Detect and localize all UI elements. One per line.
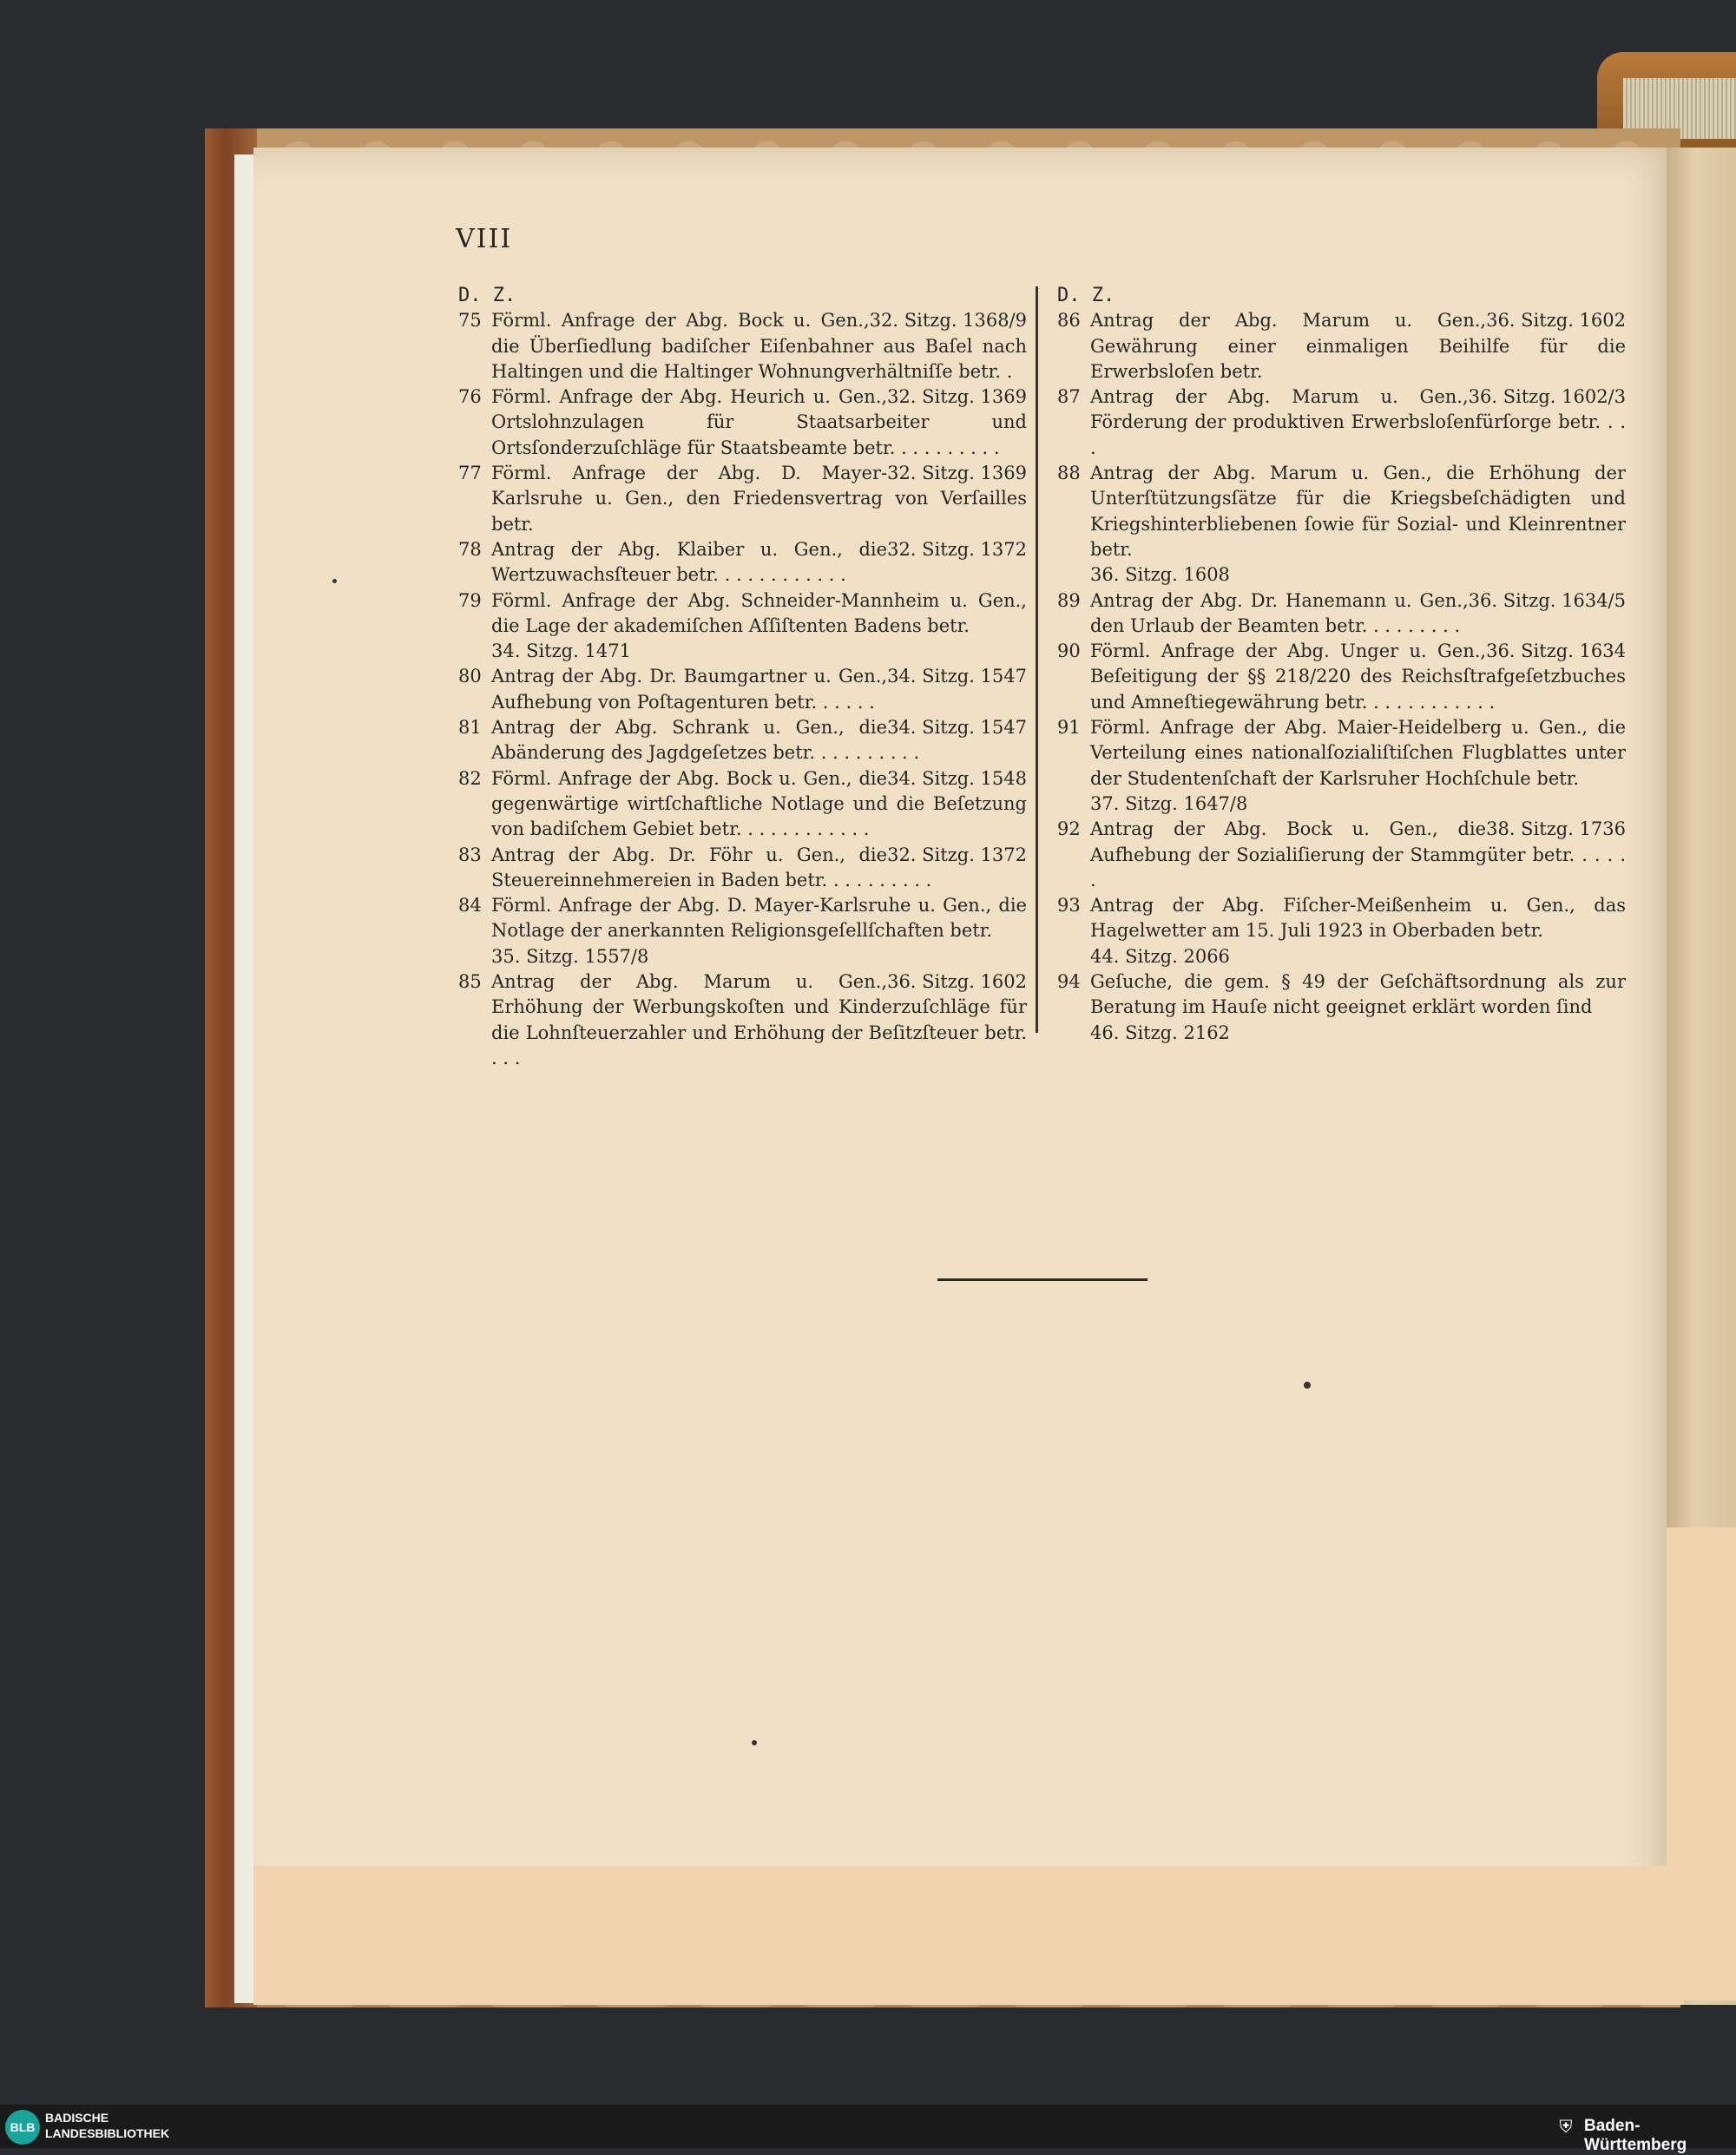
entry-number: 89: [1057, 589, 1081, 611]
index-column-right: [1057, 283, 1626, 1046]
entry-text: Förml. Anfrage der Abg. Bock u. Gen., die gegenwärtige wirtſchaftliche Notlage und die Beſetzung von badiſchem Gebiet betr. . . . . . . . . . . .: [491, 767, 1027, 840]
entry-number: 78: [458, 538, 482, 560]
ink-speck: [752, 1740, 757, 1745]
index-entry: [1057, 384, 1626, 461]
session-reference: 34. Sitzg. 1547: [887, 717, 1027, 739]
entry-text: Antrag der Abg. Dr. Baumgartner u. Gen., Aufhebung von Poſtagenturen betr. . . . . .: [491, 666, 888, 713]
entry-text: Antrag der Abg. Marum u. Gen., Förderung der produktiven Erwerbsloſenfürſorge betr. . . .: [1090, 386, 1626, 458]
entry-number: 91: [1057, 717, 1081, 739]
state-name[interactable]: Baden-Württemberg: [1584, 2117, 1687, 2154]
entry-text: Förml. Anfrage der Abg. Unger u. Gen., Beſeitigung der §§ 218/220 des Reichsſtrafgeſetzbuches und Amneſtiegewährung betr. . . . . . . . . . . .: [1090, 641, 1626, 713]
page-number: VIII: [456, 224, 513, 254]
index-entry: [458, 537, 1027, 588]
column-header: D. Z.: [1057, 285, 1115, 306]
entry-number: 83: [458, 844, 482, 865]
entry-text: Förml. Anfrage der Abg. D. Mayer-Karlsruhe u. Gen., die Notlage der anerkannten Religionsgeſellſchaften betr.: [491, 895, 1027, 942]
index-entry: [458, 715, 1027, 766]
entry-text: Geſuche, die gem. § 49 der Geſchäftsordnung als zur Beratung im Hauſe nicht geeignet erklärt worden ſind: [1090, 971, 1626, 1018]
session-reference: 32. Sitzg. 1372: [887, 844, 1027, 865]
footer-bar: [0, 2105, 1736, 2154]
index-column-left: [458, 283, 1027, 1071]
entry-number: 79: [458, 589, 482, 611]
session-reference: 35. Sitzg. 1557/8: [491, 945, 649, 967]
session-reference: 36. Sitzg. 1608: [1090, 564, 1230, 586]
index-entry: [1057, 817, 1626, 893]
column-header: D. Z.: [458, 285, 516, 306]
entry-number: 77: [458, 463, 482, 484]
entry-text: Antrag der Abg. Dr. Hanemann u. Gen., den Urlaub der Beamten betr. . . . . . . . .: [1090, 589, 1469, 636]
index-entry: [1057, 639, 1626, 715]
session-reference: 36. Sitzg. 1634: [1486, 641, 1626, 662]
entry-text: Antrag der Abg. Marum u. Gen., Erhöhung der Werbungskoſten und Kinderzuſchläge für die Lohnſteuerzahler und Erhöhung der Beſitzſteuer betr. . . .: [491, 971, 1027, 1068]
index-entry: [1057, 969, 1626, 1046]
entry-number: 85: [458, 971, 482, 993]
session-reference: 32. Sitzg. 1369: [887, 463, 1027, 484]
session-reference: 37. Sitzg. 1647/8: [1090, 792, 1248, 814]
flyleaf: [234, 154, 253, 2003]
index-entry: [458, 766, 1027, 843]
coat-of-arms-icon: ⛨: [1559, 2116, 1573, 2137]
library-name-line2: LANDESBIBLIOTHEK: [45, 2126, 170, 2140]
entry-text: Antrag der Abg. Dr. Föhr u. Gen., die Steuereinnehmereien in Baden betr. . . . . . . . . .: [491, 844, 932, 890]
entry-list-right: [1057, 308, 1626, 1046]
entry-text: Antrag der Abg. Marum u. Gen., die Erhöhung der Unterſtützungsſätze für die Kriegsbeſchädigten und Kriegshinterbliebenen ſowie für Sozial- und Kleinrentner betr.: [1090, 463, 1626, 560]
entry-text: Antrag der Abg. Schrank u. Gen., die Abänderung des Jagdgeſetzes betr. . . . . . . . . .: [491, 717, 920, 764]
tape-strip-bottom: [253, 1866, 1684, 2005]
session-reference: 36. Sitzg. 1602: [1486, 310, 1626, 332]
entry-text: Förml. Anfrage der Abg. Bock u. Gen., die Überſiedlung badiſcher Eiſenbahner aus Baſel nach Haltingen und die Haltinger Wohnungverhältniſſe betr. .: [491, 310, 1027, 382]
entry-number: 82: [458, 767, 482, 789]
entry-list-left: [458, 308, 1027, 1071]
entry-number: 76: [458, 386, 482, 408]
session-reference: 36. Sitzg. 1634/5: [1468, 589, 1626, 611]
entry-number: 93: [1057, 895, 1081, 917]
entry-number: 87: [1057, 386, 1081, 408]
session-reference: 32. Sitzg. 1368/9: [869, 310, 1027, 332]
ink-speck: [332, 579, 337, 583]
index-entry: [1057, 461, 1626, 588]
entry-text: Antrag der Abg. Bock u. Gen., die Aufhebung der Sozialiſierung der Stammgüter betr. . . . . .: [1090, 818, 1626, 890]
session-reference: 32. Sitzg. 1369: [887, 386, 1027, 408]
entry-number: 80: [458, 666, 482, 687]
library-name[interactable]: [45, 2110, 169, 2141]
entry-text: Förml. Anfrage der Abg. Heurich u. Gen., Ortslohnzulagen für Staatsarbeiter und Ortsſonderzuſchläge für Staatsbeamte betr. . . . . . . . . .: [491, 386, 1027, 458]
blb-logo-icon[interactable]: BLB: [5, 2110, 40, 2145]
index-entry: [458, 969, 1027, 1071]
entry-number: 75: [458, 310, 482, 332]
entry-text: Antrag der Abg. Fiſcher-Meißenheim u. Gen., das Hagelwetter am 15. Juli 1923 in Oberbaden betr.: [1090, 895, 1626, 942]
session-reference: 44. Sitzg. 2066: [1090, 945, 1230, 967]
entry-text: Förml. Anfrage der Abg. D. Mayer-Karlsruhe u. Gen., den Friedensvertrag von Verſailles betr.: [491, 463, 1027, 535]
index-entry: [458, 843, 1027, 894]
index-entry: [458, 588, 1027, 665]
entry-text: Antrag der Abg. Marum u. Gen., Gewährung einer einmaligen Beihilfe für die Erwerbsloſen betr.: [1090, 310, 1626, 382]
library-name-line1: BADISCHE: [45, 2111, 109, 2125]
session-reference: 36. Sitzg. 1602: [887, 971, 1027, 993]
session-reference: 46. Sitzg. 2162: [1090, 1022, 1230, 1043]
index-entry: [458, 893, 1027, 969]
entry-number: 84: [458, 895, 482, 917]
index-entry: [1057, 893, 1626, 969]
index-entry: [458, 308, 1027, 384]
index-entry: [1057, 715, 1626, 817]
index-entry: [458, 664, 1027, 715]
index-entry: [458, 461, 1027, 537]
entry-number: 92: [1057, 818, 1081, 840]
index-entry: [1057, 308, 1626, 384]
session-reference: 38. Sitzg. 1736: [1486, 818, 1626, 840]
tape-strip-right: [1667, 1528, 1736, 2001]
column-divider: [1036, 286, 1038, 1033]
session-reference: 36. Sitzg. 1602/3: [1468, 386, 1626, 408]
index-entry: [458, 384, 1027, 461]
entry-number: 81: [458, 717, 482, 739]
entry-text: Förml. Anfrage der Abg. Schneider-Mannheim u. Gen., die Lage der akademiſchen Aſſiſtenten Badens betr.: [491, 589, 1027, 636]
session-reference: 34. Sitzg. 1548: [887, 767, 1027, 789]
session-reference: 32. Sitzg. 1372: [887, 538, 1027, 560]
entry-number: 88: [1057, 463, 1081, 484]
ink-speck: [1304, 1382, 1311, 1389]
session-reference: 34. Sitzg. 1547: [887, 666, 1027, 687]
session-reference: 34. Sitzg. 1471: [491, 641, 631, 662]
entry-text: Förml. Anfrage der Abg. Maier-Heidelberg u. Gen., die Verteilung eines nationalſozialiſtiſchen Flugblattes unter der Studentenſchaft der Karlsruher Hochſchule betr.: [1090, 717, 1626, 789]
entry-text: Antrag der Abg. Klaiber u. Gen., die Wertzuwachsſteuer betr. . . . . . . . . . . .: [491, 538, 888, 586]
entry-number: 86: [1057, 310, 1081, 332]
end-rule: [937, 1278, 1147, 1281]
index-entry: [1057, 588, 1626, 640]
entry-number: 90: [1057, 641, 1081, 662]
entry-number: 94: [1057, 971, 1081, 993]
